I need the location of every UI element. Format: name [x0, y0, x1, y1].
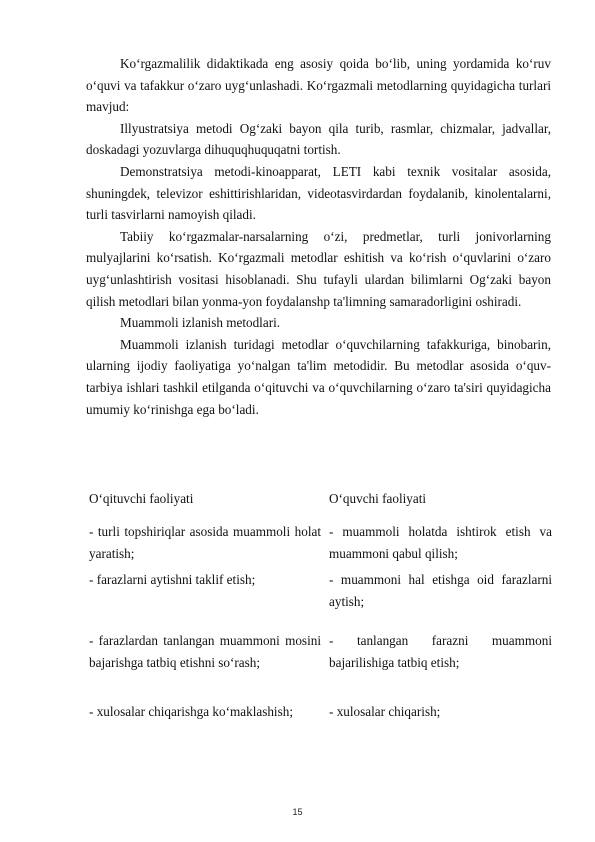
document-body: [86, 53, 551, 420]
paragraph-illustration-method: Illyustratsiya metodi Og‘zaki bayon qila turib, rasmlar, chizmalar, jadvallar, doskadagi yozuvlarga dihuquqhuquqatni tortish.: [86, 120, 551, 158]
table-row: [86, 521, 552, 569]
activity-table: [86, 488, 552, 731]
table-cell-student: - xulosalar chiqarish;: [329, 704, 441, 719]
paragraph-problem-methods: Muammoli izlanish turidagi metodlar o‘quvchilarning tafakkuriga, binobarin, ularning ijodiy faoliyatiga yo‘nalgan ta'lim metodidir. Bu metodlar asosida o‘quv-tarbiya ishlari tashkil etilganda o‘qituvchi va o‘quvchilarning o‘zaro ta'siri quyidagicha umumiy ko‘rinishga ega bo‘ladi.: [86, 336, 551, 417]
table-cell-student: - muammoli holatda ishtirok etish va muammoni qabul qilish;: [329, 524, 552, 561]
paragraph-visual-principle: Ko‘rgazmalilik didaktikada eng asosiy qoida bo‘lib, uning yordamida ko‘ruv o‘quvi va tafakkur o‘zaro uyg‘unlashadi. Ko‘rgazmali metodlarning quyidagicha turlari mavjud:: [86, 56, 551, 115]
table-cell-student: - muammoni hal etishga oid farazlarni aytish;: [329, 572, 552, 609]
table-cell-student: - tanlangan farazni muammoni bajarilishiga tatbiq etish;: [329, 633, 552, 670]
table-header-row: [86, 488, 552, 521]
paragraph-problem-methods-heading: Muammoli izlanish metodlari.: [120, 315, 281, 331]
table-header-teacher: O‘qituvchi faoliyati: [89, 491, 194, 506]
table-row: [86, 569, 552, 630]
table-row: [86, 701, 552, 731]
paragraph-natural-visuals: Tabiiy ko‘rgazmalar-narsalarning o‘zi, predmetlar, turli jonivorlarning mulyajlarini ko‘rsatish. Ko‘rgazmali metodlar eshitish va ko‘rish o‘quvlarini o‘zaro uyg‘unlashtirish vositasi hisoblanadi. Shu tufayli ulardan bilimlarni Og‘zaki bayon qilish metodlari bilan yonma-yon foydalanshp ta'limning samaradorligini oshiradi.: [86, 228, 551, 309]
page-number: 15: [292, 807, 303, 817]
table-cell-teacher: - farazlardan tanlangan muammoni mosini bajarishga tatbiq etishni so‘rash;: [89, 633, 321, 670]
table-header-student: O‘quvchi faoliyati: [329, 491, 427, 506]
paragraph-demonstration-method: Demonstratsiya metodi-kinoapparat, LETI kabi texnik vositalar asosida, shuningdek, televizor eshittirishlaridan, videotasvirdardan foydalanib, kinolentalarni, turli tasvirlarni namoyish qiladi.: [86, 163, 551, 223]
table-row: [86, 630, 552, 701]
table-cell-teacher: - turli topshiriqlar asosida muammoli holat yaratish;: [89, 524, 321, 561]
table-cell-teacher: - farazlarni aytishni taklif etish;: [89, 572, 256, 587]
table-cell-teacher: - xulosalar chiqarishga ko‘maklashish;: [89, 704, 293, 719]
